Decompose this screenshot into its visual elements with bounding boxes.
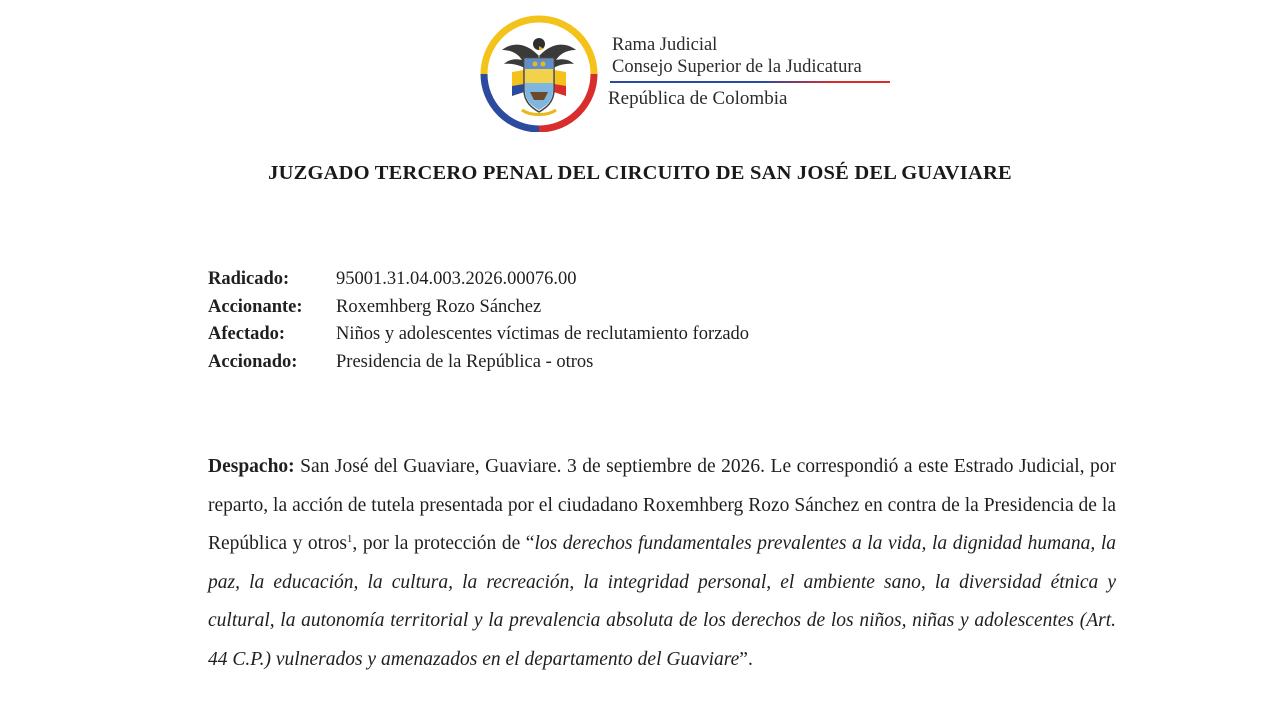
case-info-value: Presidencia de la República - otros	[336, 351, 594, 372]
case-info-value: 95001.31.04.003.2026.00076.00	[336, 269, 577, 290]
case-info-label: Accionante:	[208, 296, 303, 317]
case-info-label: Accionado:	[208, 351, 298, 372]
case-info-row	[208, 266, 749, 294]
footnote-ref[interactable]: 1	[346, 533, 353, 545]
case-info-label: Radicado:	[208, 269, 290, 290]
case-info-value: Roxemhberg Rozo Sánchez	[336, 296, 542, 317]
case-info-label: Afectado:	[208, 324, 286, 345]
org-name-consejo-superior: Consejo Superior de la Judicatura	[612, 57, 862, 77]
case-info-row	[208, 349, 749, 377]
org-name-republica: República de Colombia	[608, 88, 788, 109]
quote-closing: ”.	[739, 648, 753, 670]
despacho-paragraph	[208, 448, 1116, 679]
case-info-row	[208, 321, 749, 349]
org-name-rama-judicial: Rama Judicial	[612, 35, 718, 55]
colombia-coat-of-arms-icon	[478, 12, 600, 132]
despacho-text-continued: , por la protección de “	[352, 533, 535, 554]
case-info-table	[208, 266, 749, 376]
despacho-text: San José del Guaviare, Guaviare. 3 de septiembre de 2026. Le correspondió a este Estrado Judicial, por reparto, la acción de tutela presentada por el ciudadano Roxemhberg Rozo Sánchez en contra de la Presidencia de la República y otros	[208, 456, 1116, 554]
letterhead-divider	[610, 81, 890, 83]
despacho-label: Despacho:	[208, 456, 295, 477]
quoted-rights: los derechos fundamentales prevalentes a la vida, la dignidad humana, la paz, la educación, la cultura, la recreación, la integridad personal, el ambiente sano, la diversidad étnica y cultural, la autonomía territorial y la prevalencia absoluta de los derechos de los niños, niñas y adolescentes (Art. 44 C.P.) vulnerados y amenazados en el departamento del Guaviare	[208, 533, 1117, 670]
case-info-row	[208, 294, 749, 322]
court-title: JUZGADO TERCERO PENAL DEL CIRCUITO DE SAN JOSÉ DEL GUAVIARE	[268, 162, 1012, 184]
letterhead	[478, 12, 898, 132]
case-info-value: Niños y adolescentes víctimas de reclutamiento forzado	[336, 324, 750, 345]
